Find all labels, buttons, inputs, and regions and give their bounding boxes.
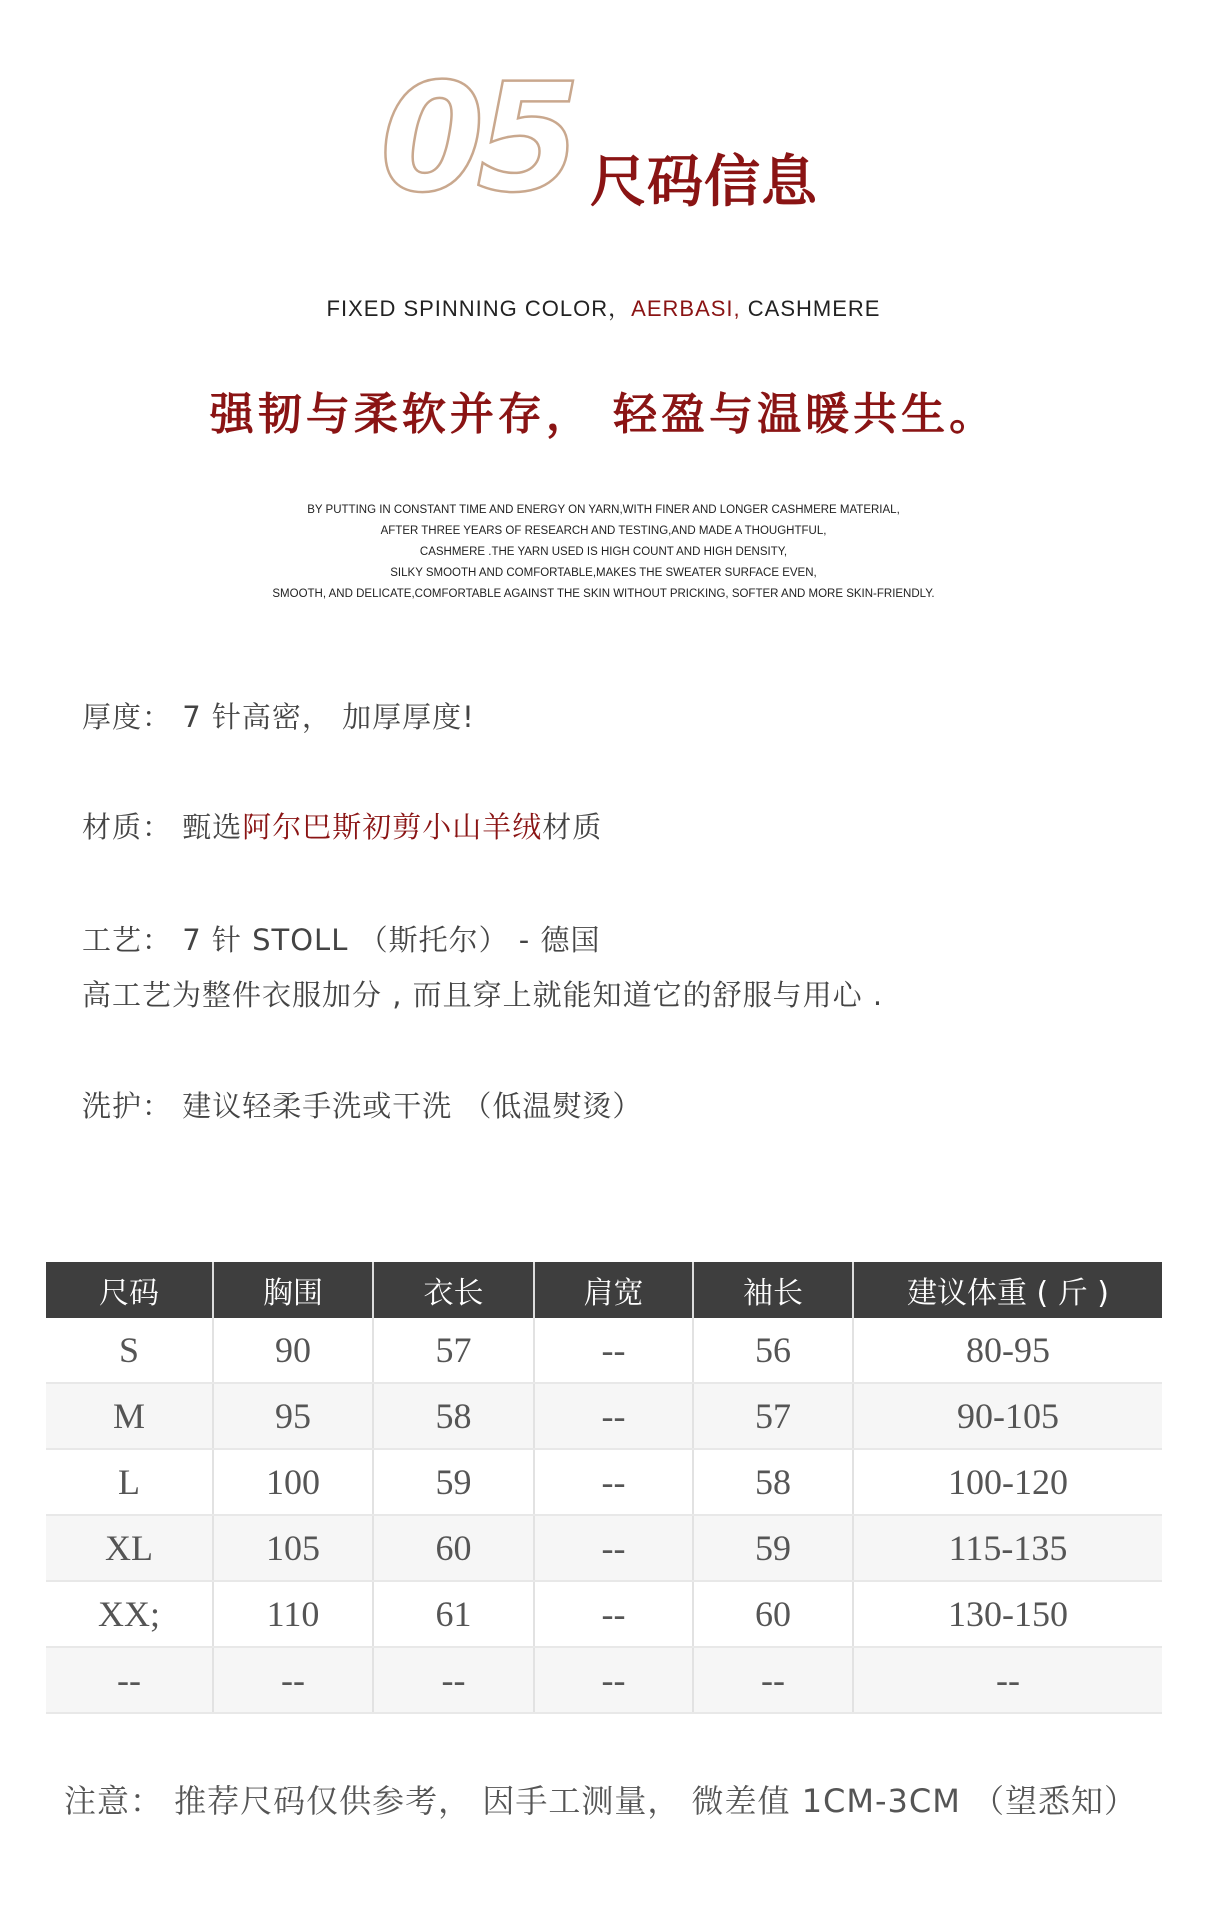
table-cell: 105 (213, 1515, 373, 1581)
paragraph-line: AFTER THREE YEARS OF RESEARCH AND TESTING,AND MADE A THOUGHTFUL, (380, 525, 827, 537)
column-header: 建议体重 ( 斤 ) (853, 1262, 1162, 1318)
table-cell: -- (46, 1647, 213, 1713)
table-cell: 90 (213, 1318, 373, 1383)
table-cell: 59 (693, 1515, 853, 1581)
table-cell: -- (534, 1383, 693, 1449)
table-header-row (46, 1262, 1162, 1318)
table-cell: S (46, 1318, 213, 1383)
table-cell: 57 (373, 1318, 534, 1383)
table-cell: 56 (693, 1318, 853, 1383)
table-cell: 58 (693, 1449, 853, 1515)
tagline (0, 292, 1207, 323)
size-table (46, 1262, 1162, 1714)
slogan: 强韧与柔软并存， 轻盈与温暖共生。 (209, 389, 998, 440)
table-row (46, 1383, 1162, 1449)
column-header: 肩宽 (534, 1262, 693, 1318)
size-note: 注意： 推荐尺码仅供参考， 因手工测量， 微差值 1CM-3CM （望悉知） (64, 1782, 1138, 1820)
spec-care: 洗护： 建议轻柔手洗或干洗 （低温熨烫） (82, 1089, 643, 1123)
table-cell: -- (373, 1647, 534, 1713)
table-cell: 100 (213, 1449, 373, 1515)
section-number (380, 60, 590, 210)
spec-craft-note: 高工艺为整件衣服加分 , 而且穿上就能知道它的舒服与用心 . (82, 978, 884, 1012)
table-cell: 58 (373, 1383, 534, 1449)
table-row (46, 1318, 1162, 1383)
table-cell: 130-150 (853, 1581, 1162, 1647)
paragraph-line: SMOOTH, AND DELICATE,COMFORTABLE AGAINST THE SKIN WITHOUT PRICKING, SOFTER AND MORE SKIN-FRIENDLY. (272, 588, 935, 600)
table-cell: 95 (213, 1383, 373, 1449)
column-header: 衣长 (373, 1262, 534, 1318)
table-cell: 100-120 (853, 1449, 1162, 1515)
table-row (46, 1581, 1162, 1647)
spec-craft: 工艺： 7 针 STOLL （斯托尔） - 德国 (82, 923, 601, 957)
table-cell: L (46, 1449, 213, 1515)
spec-thickness: 厚度： 7 针高密， 加厚厚度! (82, 700, 475, 734)
table-row (46, 1647, 1162, 1713)
description-paragraph (0, 500, 1207, 605)
table-cell: -- (534, 1318, 693, 1383)
paragraph-line: SILKY SMOOTH AND COMFORTABLE,MAKES THE SWEATER SURFACE EVEN, (390, 567, 817, 579)
tagline-part2: CASHMERE (740, 296, 881, 321)
table-cell: -- (853, 1647, 1162, 1713)
material-suffix: 材质 (542, 810, 603, 844)
material-prefix: 材质： 甄选 (82, 810, 243, 844)
table-cell: 80-95 (853, 1318, 1162, 1383)
table-cell: 60 (373, 1515, 534, 1581)
column-header: 尺码 (46, 1262, 213, 1318)
paragraph-line: BY PUTTING IN CONSTANT TIME AND ENERGY ON YARN,WITH FINER AND LONGER CASHMERE MATERIAL, (307, 504, 900, 516)
table-cell: 57 (693, 1383, 853, 1449)
paragraph-line: CASHMERE .THE YARN USED IS HIGH COUNT AND HIGH DENSITY, (419, 546, 788, 558)
table-cell: -- (534, 1647, 693, 1713)
table-row (46, 1515, 1162, 1581)
page-title: 尺码信息 (590, 150, 818, 215)
table-cell: M (46, 1383, 213, 1449)
column-header: 胸围 (213, 1262, 373, 1318)
table-cell: -- (693, 1647, 853, 1713)
spec-material (82, 805, 602, 846)
table-cell: 115-135 (853, 1515, 1162, 1581)
tagline-part1: FIXED SPINNING COLOR， (326, 296, 632, 321)
section-number-text: 05 (380, 60, 573, 210)
table-cell: XX; (46, 1581, 213, 1647)
table-cell: -- (534, 1449, 693, 1515)
table-cell: 60 (693, 1581, 853, 1647)
tagline-brand: AERBASI, (631, 296, 741, 321)
column-header: 袖长 (693, 1262, 853, 1318)
table-cell: 61 (373, 1581, 534, 1647)
table-cell: 59 (373, 1449, 534, 1515)
table-cell: XL (46, 1515, 213, 1581)
table-cell: -- (534, 1581, 693, 1647)
table-cell: 110 (213, 1581, 373, 1647)
table-cell: -- (534, 1515, 693, 1581)
material-highlight: 阿尔巴斯初剪小山羊绒 (242, 810, 543, 844)
table-cell: 90-105 (853, 1383, 1162, 1449)
table-row (46, 1449, 1162, 1515)
table-cell: -- (213, 1647, 373, 1713)
